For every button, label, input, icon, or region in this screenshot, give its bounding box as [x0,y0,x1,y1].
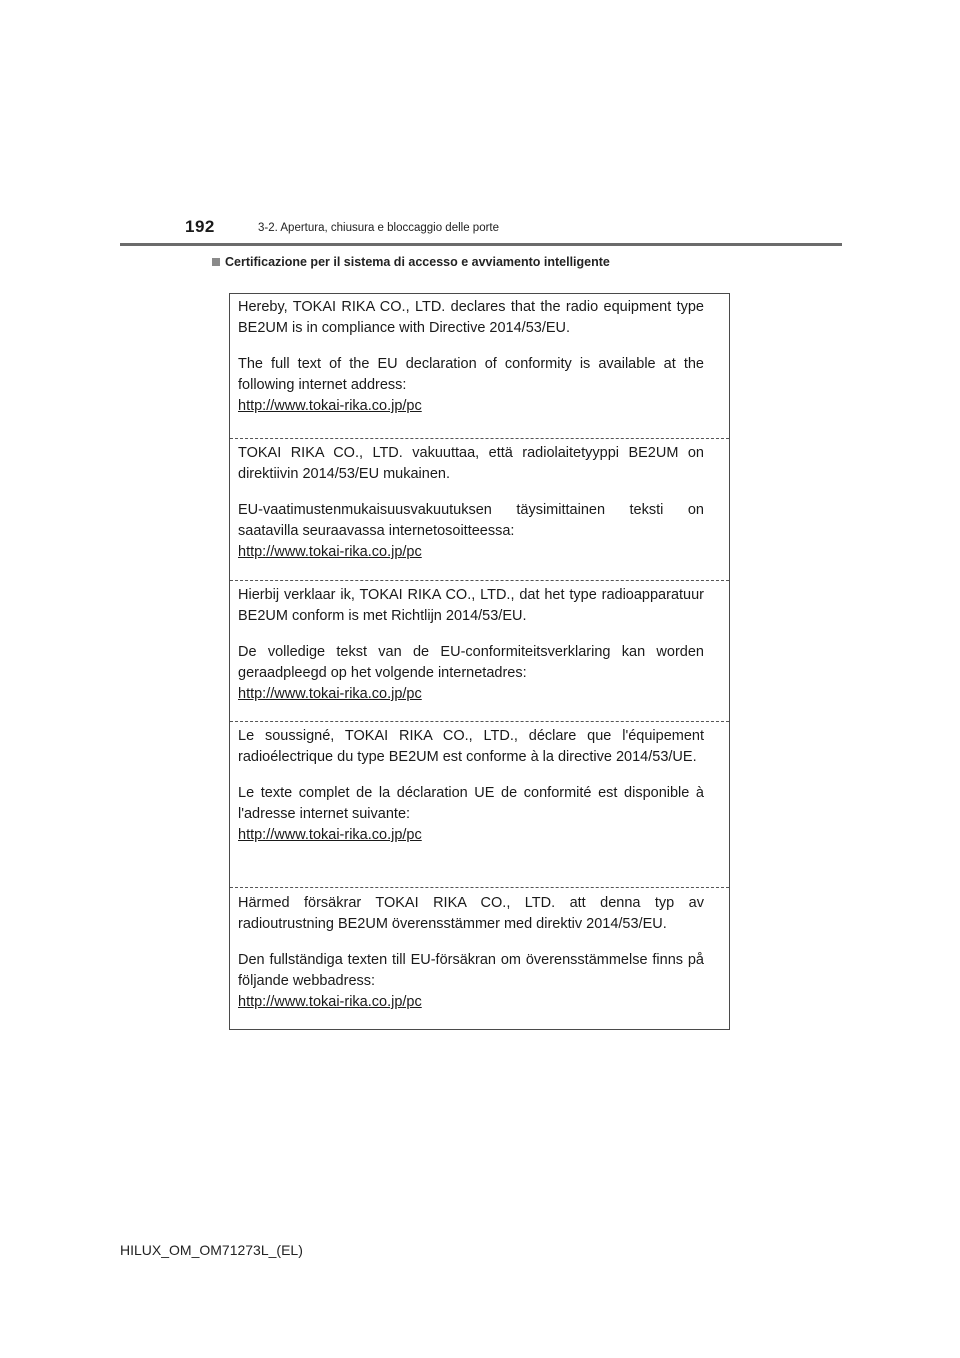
page-number: 192 [185,217,215,236]
subheading-text: Certificazione per il sistema di accesso e avviamento intelligente [225,255,610,269]
cert-block-swedish [230,887,729,1030]
square-bullet-icon [212,258,220,266]
certification-box [229,293,730,1030]
declaration-link[interactable]: http://www.tokai-rika.co.jp/pc [238,827,422,843]
availability-text: Le texte complet de la déclaration UE de conformité est disponible à l'adresse internet suivante: [238,785,704,822]
availability-text: The full text of the EU declaration of conformity is available at the following internet address: [238,356,704,393]
cert-block-french [230,721,729,887]
declaration-text: Hierbij verklaar ik, TOKAI RIKA CO., LTD., dat het type radioapparatuur BE2UM conform is met Richtlijn 2014/53/EU. [238,587,704,624]
cert-block-finnish [230,438,729,580]
declaration-text: TOKAI RIKA CO., LTD. vakuuttaa, että radiolaitetyyppi BE2UM on direktiivin 2014/53/EU mukainen. [238,445,704,482]
section-title: 3-2. Apertura, chiusura e bloccaggio delle porte [258,222,500,234]
declaration-text: Le soussigné, TOKAI RIKA CO., LTD., déclare que l'équipement radioélectrique du type BE2UM est conforme à la directive 2014/53/UE. [238,728,704,765]
declaration-text: Härmed försäkrar TOKAI RIKA CO., LTD. att denna typ av radioutrustning BE2UM överensstämmer med direktiv 2014/53/EU. [238,895,704,932]
declaration-link[interactable]: http://www.tokai-rika.co.jp/pc [238,686,422,702]
cert-block-english [230,294,729,438]
declaration-link[interactable]: http://www.tokai-rika.co.jp/pc [238,544,422,560]
footer-model-code: HILUX_OM_OM71273L_(EL) [120,1242,303,1258]
availability-text: Den fullständiga texten till EU-försäkran om överensstämmelse finns på följande webbadress: [238,952,704,989]
declaration-link[interactable]: http://www.tokai-rika.co.jp/pc [238,398,422,414]
header-rule [120,243,842,246]
declaration-link[interactable]: http://www.tokai-rika.co.jp/pc [238,994,422,1010]
cert-block-dutch [230,580,729,721]
subheading [212,255,610,269]
availability-text: De volledige tekst van de EU-conformiteitsverklaring kan worden geraadpleegd op het volgende internetadres: [238,644,704,681]
declaration-text: Hereby, TOKAI RIKA CO., LTD. declares that the radio equipment type BE2UM is in compliance with Directive 2014/53/EU. [238,299,704,336]
availability-text: EU-vaatimustenmukaisuusvakuutuksen täysimittainen teksti on saatavilla seuraavassa internetosoitteessa: [238,502,704,539]
